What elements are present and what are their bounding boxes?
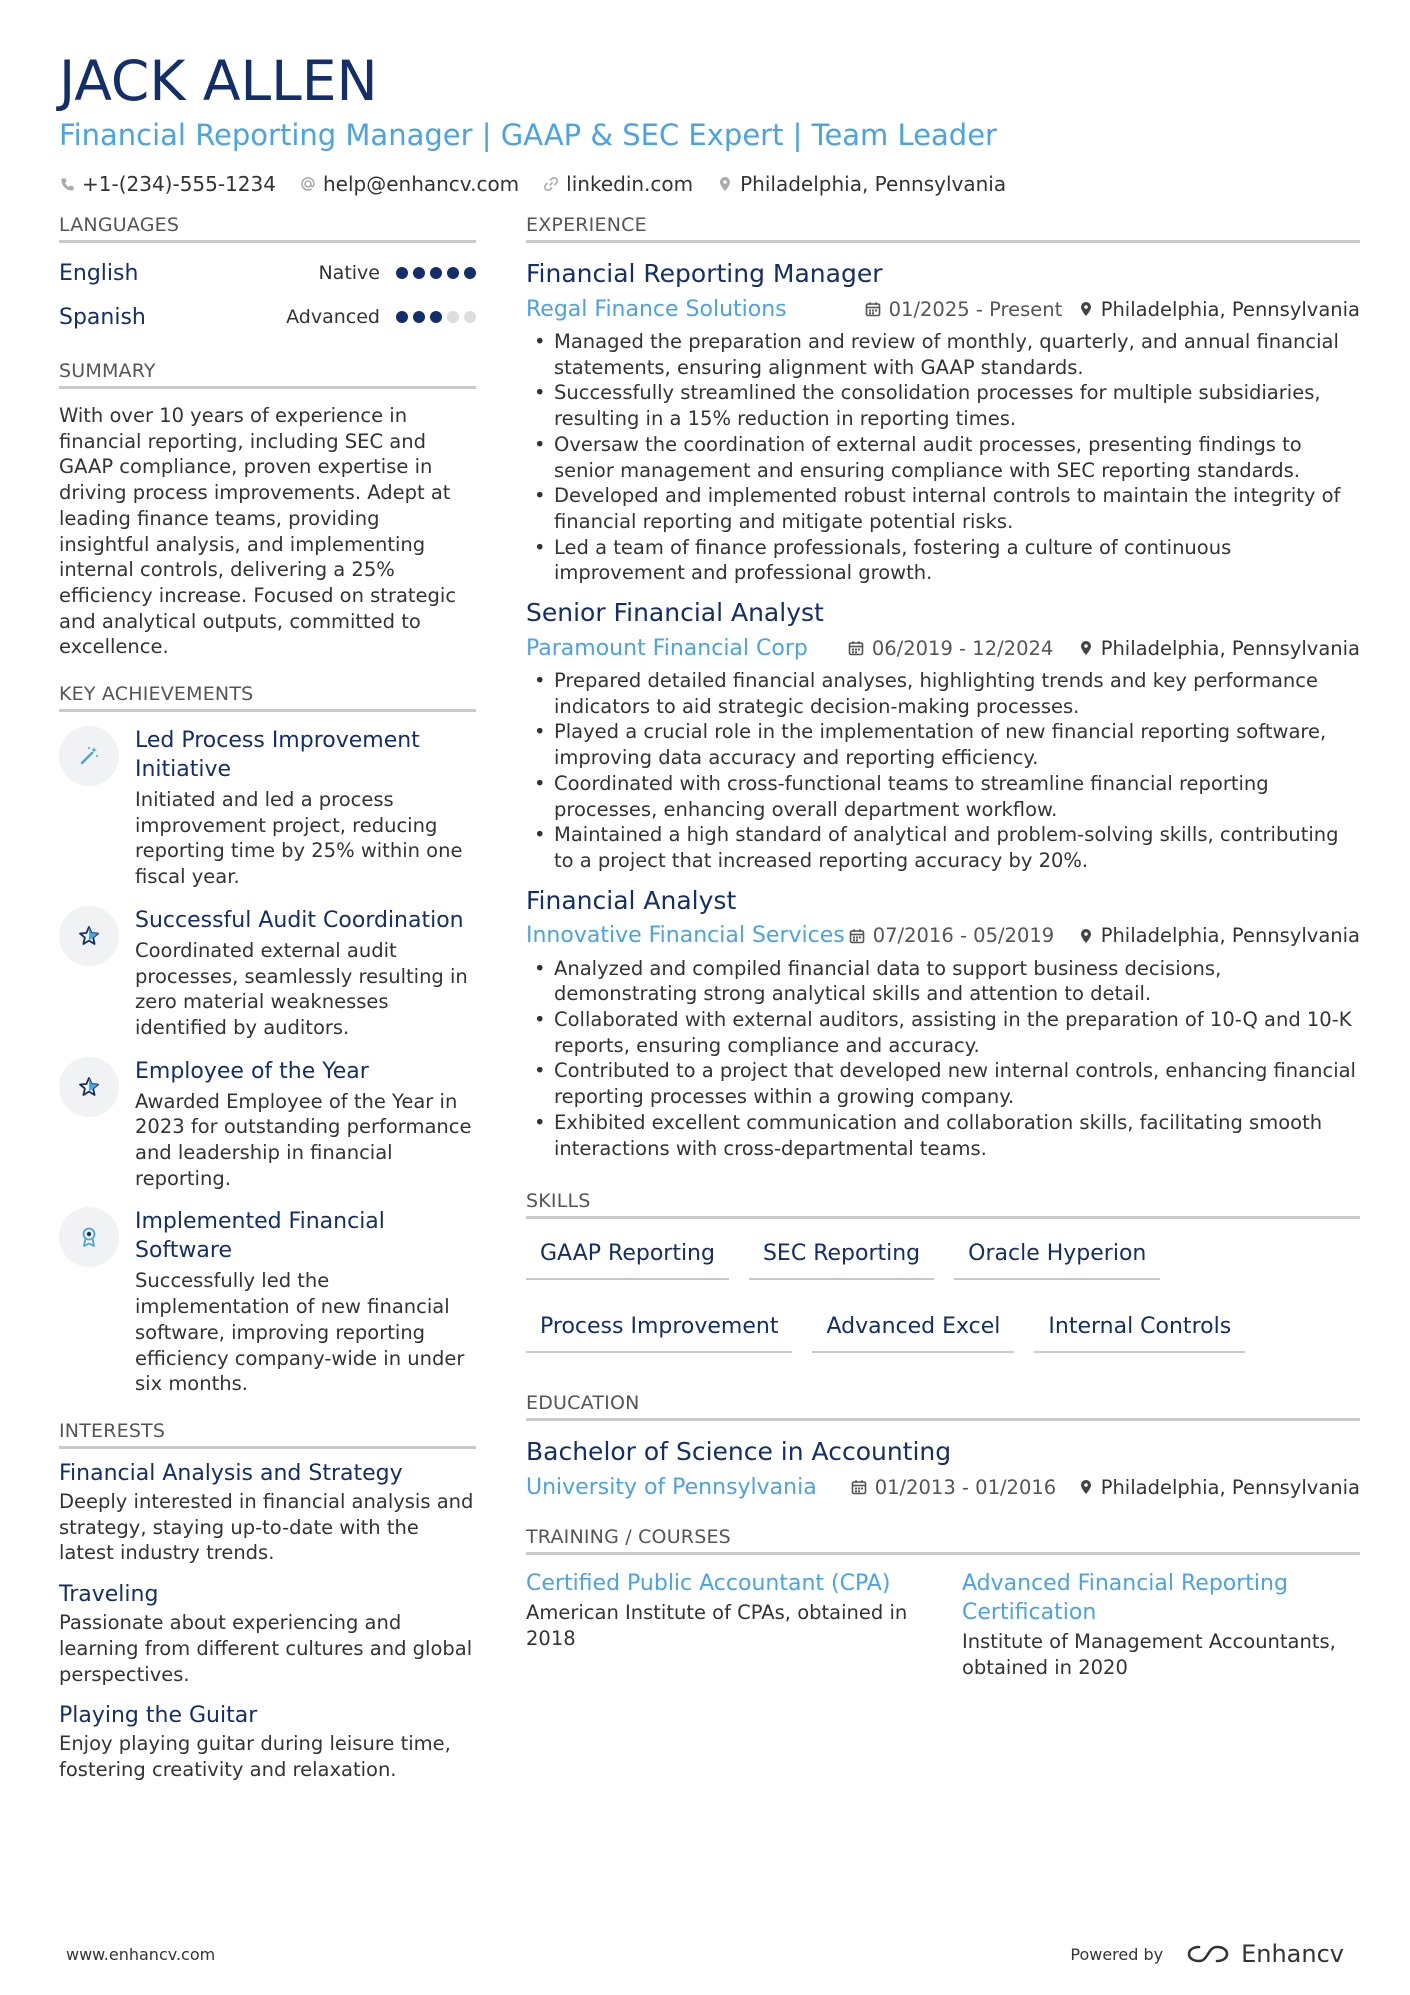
language-item [59,251,476,295]
candidate-name: JACK ALLEN [59,49,378,113]
powered-by-label: Powered by [1070,1944,1164,1964]
skill-tag: GAAP Reporting [526,1235,729,1280]
proficiency-dot [413,267,425,279]
interest-item [59,1459,476,1566]
page-footer [66,1940,1344,1968]
job-entry [526,257,1360,586]
course-desc: Institute of Management Accountants, obtained in 2020 [962,1630,1336,1679]
job-bullets [526,668,1360,874]
summary-heading: SUMMARY [59,359,476,389]
achievement-title: Employee of the Year [135,1058,369,1084]
interest-desc: Passionate about experiencing and learning from different cultures and global perspectives. [59,1611,473,1686]
course-title: Advanced Financial Reporting Certification [962,1571,1288,1626]
at-icon [300,176,316,192]
proficiency-dots [396,311,476,323]
calendar-icon [865,301,881,317]
job-bullet: • Exhibited excellent communication and collaboration skills, facilitating smooth interactions with cross-departmental teams. [526,1110,1360,1161]
language-level: Advanced [286,306,380,328]
skills-heading: SKILLS [526,1189,1360,1219]
location-pin-icon [1079,640,1093,656]
achievement-item [59,906,476,1041]
email-text[interactable]: help@enhancv.com [322,172,520,196]
proficiency-dot [396,311,408,323]
job-title: Financial Analyst [526,885,737,915]
degree-title: Bachelor of Science in Accounting [526,1437,952,1467]
interest-title: Financial Analysis and Strategy [59,1460,403,1486]
education-dates [851,1476,1056,1499]
achievements-heading: KEY ACHIEVEMENTS [59,682,476,712]
school-name: University of Pennsylvania [526,1474,817,1500]
skill-tag: Advanced Excel [812,1308,1014,1353]
job-location [1079,637,1360,660]
course-item [526,1569,924,1680]
education-meta [526,1469,1360,1505]
job-entry [526,884,1360,1162]
achievement-title: Successful Audit Coordination [135,907,464,933]
course-item [962,1569,1360,1680]
experience-heading: EXPERIENCE [526,213,1360,243]
footer-website[interactable]: www.enhancv.com [66,1944,216,1964]
company-name: Innovative Financial Services [526,923,845,949]
linkedin-text[interactable]: linkedin.com [566,172,694,196]
skills-list [526,1235,1360,1353]
language-name: English [59,260,139,286]
right-column [526,213,1360,1681]
job-dates [848,637,1053,660]
education-entry [526,1435,1360,1505]
star-icon [59,906,119,966]
footer-branding [1070,1940,1344,1968]
job-title: Senior Financial Analyst [526,598,824,628]
job-dates [865,298,1063,321]
achievement-item [59,726,476,890]
contact-email [300,172,519,196]
job-meta [526,918,1360,954]
interest-desc: Deeply interested in financial analysis and strategy, staying up-to-date with the latest industry trends. [59,1489,474,1565]
job-bullets [526,329,1360,586]
interests-heading: INTERESTS [59,1419,476,1449]
skill-tag: Process Improvement [526,1308,792,1353]
proficiency-dot [447,267,459,279]
job-dates [849,924,1054,947]
left-column [59,213,476,1783]
location-pin-icon [1079,301,1093,317]
job-title: Financial Reporting Manager [526,259,883,288]
skill-tag: Internal Controls [1034,1308,1245,1353]
language-level: Native [318,262,380,284]
achievement-title: Implemented Financial Software [135,1209,385,1264]
job-bullet: • Successfully streamlined the consolidation processes for multiple subsidiaries, resulting in a 15% reduction in reporting times. [526,380,1360,431]
job-bullet: • Analyzed and compiled financial data to support business decisions, demonstrating strong analytical skills and attention to detail. [526,956,1360,1007]
skill-tag: SEC Reporting [749,1235,934,1280]
proficiency-dot [430,267,442,279]
summary-text: With over 10 years of experience in financial reporting, including SEC and GAAP compliance, proven expertise in driving process improvements. Adept at leading finance teams, providing insightful analysis, and implementing internal controls, delivering a 25% efficiency increase. Focused on strategic and analytical outputs, committed to excellence. [59,404,457,659]
brand-name: Enhancv [1241,1940,1344,1968]
job-bullet: • Managed the preparation and review of monthly, quarterly, and annual financial statements, ensuring alignment with GAAP standards. [526,329,1360,380]
interest-title: Playing the Guitar [59,1703,258,1729]
link-icon [543,176,559,192]
location-pin-icon [717,176,733,192]
job-dates-text: 07/2016 - 05/2019 [872,924,1055,948]
interest-desc: Enjoy playing guitar during leisure time, fostering creativity and relaxation. [59,1732,451,1781]
achievement-item [59,1207,476,1397]
education-heading: EDUCATION [526,1391,1360,1421]
education-location-text: Philadelphia, Pennsylvania [1100,1475,1360,1499]
achievement-desc: Initiated and led a process improvement project, reducing reporting time by 25% within one fiscal year. [135,788,463,889]
achievement-desc: Coordinated external audit processes, seamlessly resulting in zero material weaknesses identified by auditors. [135,938,468,1039]
achievement-title: Led Process Improvement Initiative [135,728,420,783]
job-entry [526,596,1360,874]
proficiency-dot [396,267,408,279]
job-bullet: • Developed and implemented robust internal controls to maintain the integrity of financial reporting and mitigate potential risks. [526,483,1360,534]
languages-list [59,251,476,339]
proficiency-dots [396,267,476,279]
language-name: Spanish [59,304,146,330]
achievement-desc: Awarded Employee of the Year in 2023 for outstanding performance and leadership in financial reporting. [135,1089,472,1190]
contact-bar [59,172,1359,196]
job-dates-text: 06/2019 - 12/2024 [871,636,1054,660]
languages-heading: LANGUAGES [59,213,476,243]
job-meta [526,291,1360,327]
job-bullet: • Oversaw the coordination of external audit processes, presenting findings to senior management and ensuring compliance with SEC reporting standards. [526,432,1360,483]
course-desc: American Institute of CPAs, obtained in 2018 [526,1601,908,1650]
training-heading: TRAINING / COURSES [526,1525,1360,1555]
contact-linkedin [543,172,693,196]
calendar-icon [848,640,864,656]
course-title: Certified Public Accountant (CPA) [526,1571,891,1597]
job-dates-text: 01/2025 - Present [888,297,1063,321]
location-text: Philadelphia, Pennsylvania [740,172,1007,196]
job-location [1079,298,1360,321]
proficiency-dot [430,311,442,323]
magic-wand-icon [59,726,119,786]
job-bullet: • Maintained a high standard of analytical and problem-solving skills, contributing to a project that increased reporting accuracy by 20%. [526,822,1360,873]
brand-logo[interactable] [1185,1940,1344,1968]
job-location-text: Philadelphia, Pennsylvania [1100,636,1360,660]
proficiency-dot [464,267,476,279]
proficiency-dot [447,311,459,323]
job-bullet: • Prepared detailed financial analyses, highlighting trends and key performance indicators to aid strategic decision-making processes. [526,668,1360,719]
company-name: Paramount Financial Corp [526,635,808,661]
job-bullet: • Collaborated with external auditors, assisting in the preparation of 10-Q and 10-K reports, ensuring compliance and accuracy. [526,1007,1360,1058]
job-bullet: • Contributed to a project that developed new internal controls, enhancing financial reporting processes within a growing company. [526,1058,1360,1109]
job-meta [526,630,1360,666]
resume-header [59,48,1359,196]
phone-icon [59,176,75,192]
interests-list [59,1459,476,1783]
education-dates-text: 01/2013 - 01/2016 [874,1475,1057,1499]
location-pin-icon [1079,928,1093,944]
calendar-icon [849,928,865,944]
headline: Financial Reporting Manager | GAAP & SEC Expert | Team Leader [59,118,997,152]
location-pin-icon [1079,1479,1093,1495]
job-location-text: Philadelphia, Pennsylvania [1100,297,1360,321]
skill-tag: Oracle Hyperion [954,1235,1160,1280]
contact-location [717,172,1006,196]
award-ribbon-icon [59,1207,119,1267]
job-location [1079,924,1360,947]
interest-item [59,1701,476,1782]
star-icon [59,1057,119,1117]
proficiency-dot [464,311,476,323]
contact-phone [59,172,276,196]
achievement-item [59,1057,476,1192]
achievement-desc: Successfully led the implementation of new financial software, improving reporting efficiency company-wide in under six months. [135,1269,465,1396]
job-bullet: • Coordinated with cross-functional teams to streamline financial reporting processes, enhancing overall department workflow. [526,771,1360,822]
job-bullet: • Led a team of finance professionals, fostering a culture of continuous improvement and professional growth. [526,535,1360,586]
enhancv-logo-icon [1185,1943,1231,1965]
training-list [526,1569,1360,1680]
job-bullet: • Played a crucial role in the implementation of new financial reporting software, improving data accuracy and reporting efficiency. [526,719,1360,770]
phone-text[interactable]: +1-(234)-555-1234 [82,172,276,196]
interest-title: Traveling [59,1582,159,1608]
language-item [59,295,476,339]
proficiency-dot [413,311,425,323]
job-location-text: Philadelphia, Pennsylvania [1100,924,1360,948]
education-location [1079,1476,1360,1499]
achievements-list [59,726,476,1397]
calendar-icon [851,1479,867,1495]
interest-item [59,1580,476,1687]
company-name: Regal Finance Solutions [526,296,787,322]
job-bullets [526,956,1360,1162]
